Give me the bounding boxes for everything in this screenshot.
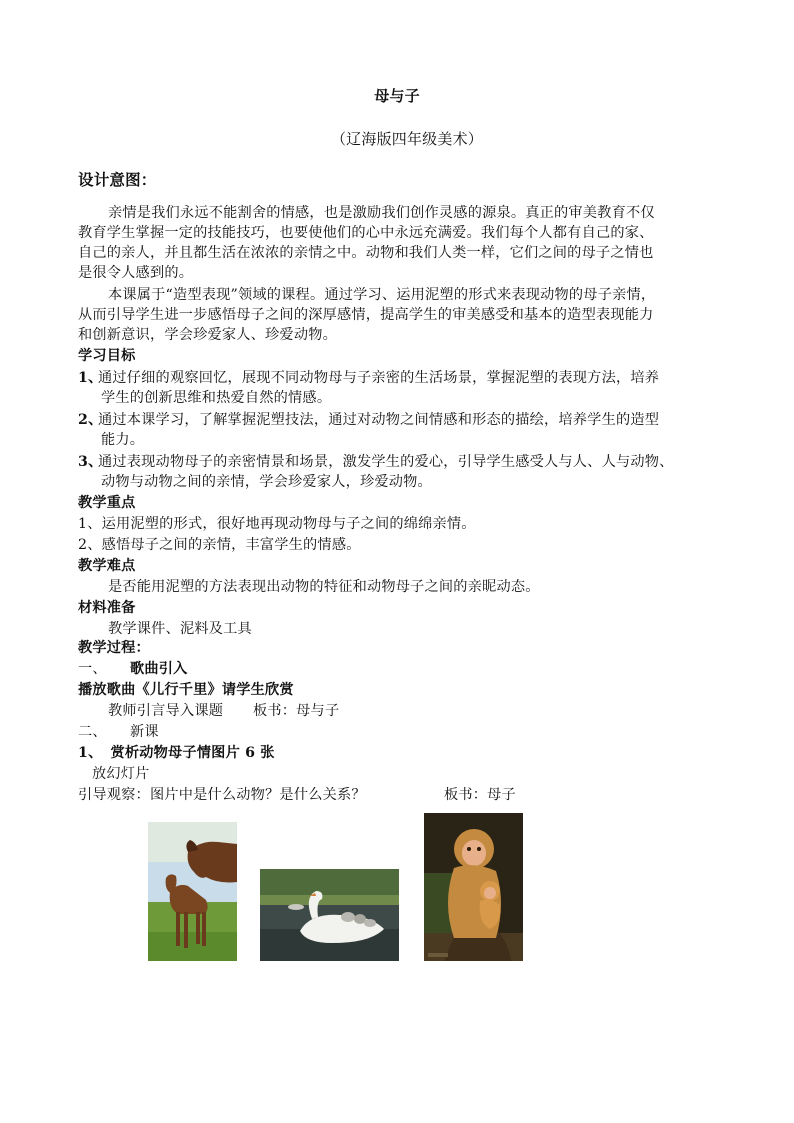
objectives-heading: 学习目标 <box>78 348 136 364</box>
design-intent-p2-line2: 从而引导学生进一步感悟母子之间的深厚感情，提高学生的审美感受和基本的造型表现能力 <box>78 307 654 323</box>
design-intent-heading: 设计意图： <box>78 170 157 189</box>
objective-1-number: 1、 <box>78 370 103 386</box>
horse-photo-icon <box>148 822 237 961</box>
monkey-photo <box>424 813 523 961</box>
document-title: 母与子 <box>374 87 420 105</box>
monkey-photo-icon <box>424 813 523 961</box>
key-points-heading: 教学重点 <box>78 495 136 511</box>
board-mother-child: 板书：母子 <box>444 787 516 803</box>
slides-text: 放幻灯片 <box>92 766 150 782</box>
objective-3 <box>78 452 674 472</box>
design-intent-p1-line2: 教育学生掌握一定的技能技巧，也要使他们的心中永远充满爱。我们每个人都有自己的家、 <box>78 225 654 241</box>
section-2-item-1 <box>78 743 275 763</box>
objective-3-line2: 动物与动物之间的亲情，学会珍爱家人，珍爱动物。 <box>101 474 432 490</box>
section-2-item-1-number: 1、 <box>78 745 103 761</box>
design-intent-p1-line1: 亲情是我们永远不能割舍的情感，也是激励我们创作灵感的源泉。真正的审美教育不仅 <box>108 205 655 221</box>
objective-1-line1: 通过仔细的观察回忆，展现不同动物母与子亲密的生活场景，掌握泥塑的表现方法，培养 <box>98 370 660 386</box>
design-intent-p1-line3: 自己的亲人，并且都生活在浓浓的亲情之中。动物和我们人类一样，它们之间的母子之情也 <box>78 245 654 261</box>
horse-photo <box>148 822 237 961</box>
board-title: 板书：母与子 <box>253 703 340 719</box>
process-heading: 教学过程： <box>78 640 150 656</box>
key-point-1: 1、运用泥塑的形式，很好地再现动物母与子之间的绵绵亲情。 <box>78 516 476 532</box>
song-intro: 播放歌曲《儿行千里》请学生欣赏 <box>78 682 294 698</box>
section-2-number: 二、 <box>78 724 107 740</box>
materials-text: 教学课件、泥料及工具 <box>108 621 252 637</box>
objective-2 <box>78 410 659 430</box>
objective-2-line2: 能力。 <box>101 432 145 448</box>
objective-3-line1: 通过表现动物母子的亲密情景和场景，激发学生的爱心，引导学生感受人与人、人与动物、 <box>98 454 674 470</box>
swan-photo <box>260 869 399 961</box>
difficulty-heading: 教学难点 <box>78 558 136 574</box>
objective-2-line1: 通过本课学习，了解掌握泥塑技法，通过对动物之间情感和形态的描绘，培养学生的造型 <box>98 412 660 428</box>
teacher-intro: 教师引言导入课题 <box>108 703 224 719</box>
section-2-title: 新课 <box>130 724 159 740</box>
design-intent-p2-line1: 本课属于“造型表现”领域的课程。通过学习、运用泥塑的形式来表现动物的母子亲情， <box>108 287 656 303</box>
section-1-title: 歌曲引入 <box>130 661 188 677</box>
document-subtitle: （辽海版四年级美术） <box>330 130 483 148</box>
design-intent-p2-line3: 和创新意识，学会珍爱家人、珍爱动物。 <box>78 327 337 343</box>
objective-3-number: 3、 <box>78 454 103 470</box>
objective-1-line2: 学生的创新思维和热爱自然的情感。 <box>101 390 332 406</box>
materials-heading: 材料准备 <box>78 600 136 616</box>
difficulty-text: 是否能用泥塑的方法表现出动物的特征和动物母子之间的亲昵动态。 <box>108 579 540 595</box>
section-2-item-1-title: 赏析动物母子情图片 6 张 <box>110 745 275 761</box>
swan-photo-icon <box>260 869 399 961</box>
guide-text: 引导观察：图片中是什么动物？是什么关系？ <box>78 787 366 803</box>
key-point-2: 2、感悟母子之间的亲情，丰富学生的情感。 <box>78 537 361 553</box>
objective-1 <box>78 368 659 388</box>
objective-2-number: 2、 <box>78 412 103 428</box>
section-1-number: 一、 <box>78 661 107 677</box>
design-intent-p1-line4: 是很令人感到的。 <box>78 265 194 281</box>
